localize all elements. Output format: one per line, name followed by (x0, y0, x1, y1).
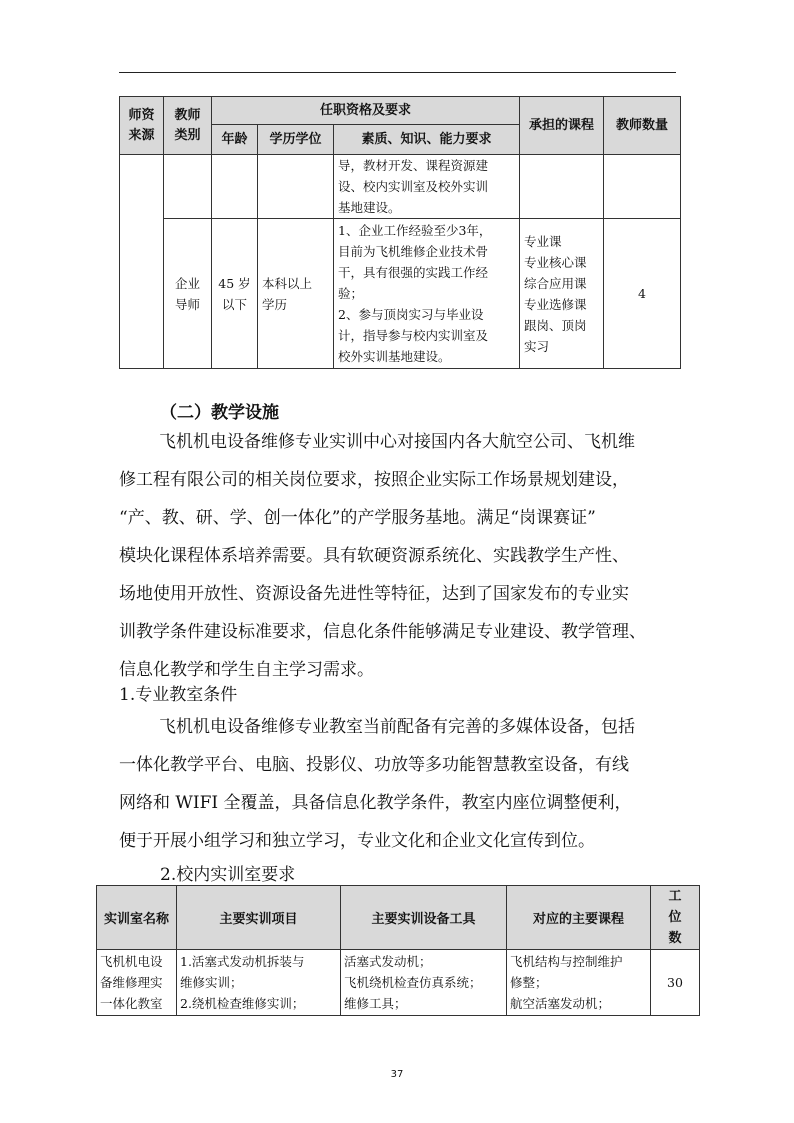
header-degree: 学历学位 (258, 125, 334, 155)
subheading-classroom: 1.专业教室条件 (119, 685, 238, 705)
training-lab-table (96, 885, 700, 1016)
header-rule (119, 72, 676, 73)
cell-empty (212, 155, 258, 219)
header-ability: 素质、知识、能力要求 (334, 125, 520, 155)
cell-lab-courses: 飞机结构与控制维护 修整； 航空活塞发动机； (507, 950, 651, 1016)
header-lab-name: 实训室名称 (97, 886, 177, 950)
subheading-labs: 2.校内实训室要求 (160, 865, 296, 885)
cell-type: 企业 导师 (164, 219, 212, 369)
cell-age: 45 岁 以下 (212, 219, 258, 369)
faculty-requirements-table (119, 96, 681, 369)
cell-empty (258, 155, 334, 219)
page-number: 37 (390, 1069, 404, 1080)
cell-equipment: 活塞式发动机； 飞机绕机检查仿真系统； 维修工具； (341, 950, 507, 1016)
header-source: 师资 来源 (120, 97, 164, 155)
cell-degree: 本科以上 学历 (258, 219, 334, 369)
header-lab-courses: 对应的主要课程 (507, 886, 651, 950)
cell-count: 4 (604, 219, 681, 369)
header-equipment: 主要实训设备工具 (341, 886, 507, 950)
table-row (97, 950, 700, 1016)
table-row (120, 155, 681, 219)
cell-ability: 1、企业工作经验至少3年， 目前为飞机维修企业技术骨 干，具有很强的实践工作经 验； 2、参与顶岗实习与毕业设 计，指导参与校内实训室及 校外实训基地建设。 (334, 219, 520, 369)
cell-stations: 30 (651, 950, 700, 1016)
cell-lab-name: 飞机机电设 备维修理实 一体化教室 (97, 950, 177, 1016)
header-count: 教师数量 (604, 97, 681, 155)
table-row (120, 219, 681, 369)
header-age: 年龄 (212, 125, 258, 155)
cell-courses: 专业课 专业核心课 综合应用课 专业选修课 跟岗、顶岗 实习 (520, 219, 604, 369)
cell-ability: 导，教材开发、课程资源建 设、校内实训室及校外实训 基地建设。 (334, 155, 520, 219)
header-projects: 主要实训项目 (177, 886, 341, 950)
intro-paragraph: 飞机机电设备维修专业实训中心对接国内各大航空公司、飞机维 修工程有限公司的相关岗位要求，按照企业实际工作场景规划建设， “产、教、研、学、创一体化”的产学服务基地。满足“岗课赛证” 模块化课程体系培养需要。具有软硬资源系统化、实践教学生产性、 场地使用开放性、资源设备先进性等特征，达到了国家发布的专业实 训教学条件建设标准要求，信息化条件能够满足专业建设、教学管理、 信息化教学和学生自主学习需求。 (119, 432, 646, 680)
cell-empty (604, 155, 681, 219)
cell-empty (520, 155, 604, 219)
header-stations: 工 位 数 (651, 886, 700, 950)
cell-source (120, 155, 164, 369)
section-heading: （二）教学设施 (160, 403, 279, 423)
cell-empty (164, 155, 212, 219)
classroom-paragraph: 飞机机电设备维修专业教室当前配备有完善的多媒体设备，包括 一体化教学平台、电脑、投影仪、功放等多功能智慧教室设备，有线 网络和 WIFI 全覆盖，具备信息化教学条件，教室内座位调整便利， 便于开展小组学习和独立学习，专业文化和企业文化宣传到位。 (119, 717, 635, 851)
header-courses: 承担的课程 (520, 97, 604, 155)
cell-projects: 1.活塞式发动机拆装与 维修实训； 2.绕机检查维修实训； (177, 950, 341, 1016)
header-type: 教师 类别 (164, 97, 212, 155)
header-qualification: 任职资格及要求 (212, 97, 520, 125)
